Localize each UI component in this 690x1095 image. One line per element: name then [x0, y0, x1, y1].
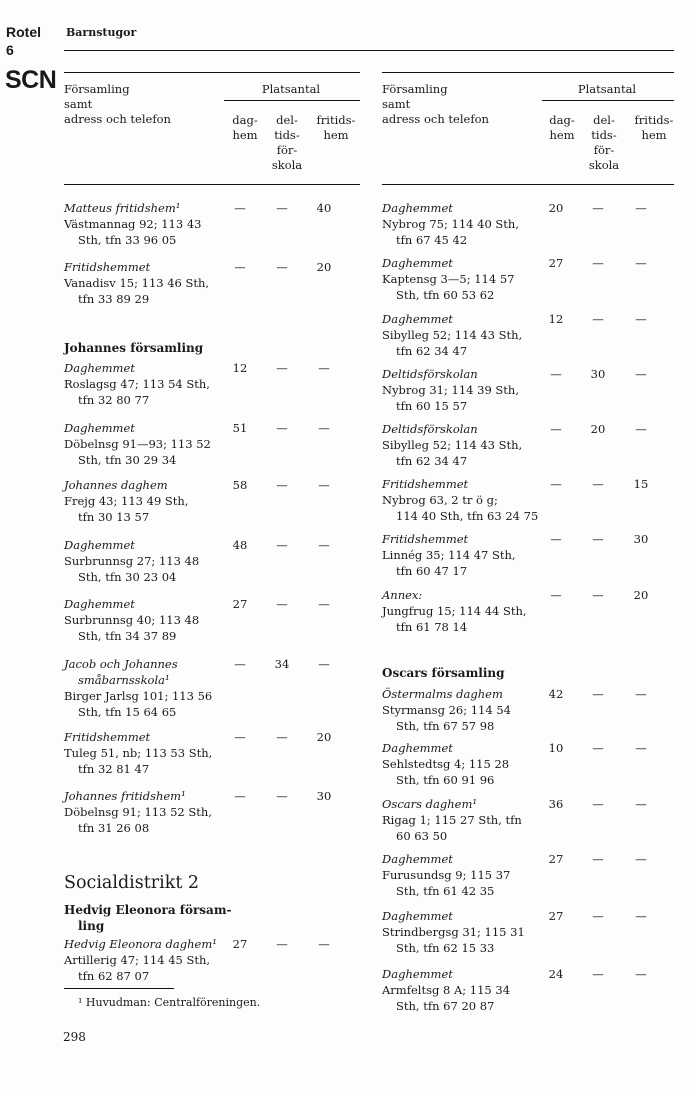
address-continuation: tfn 67 45 42 [396, 233, 468, 247]
col-label: adress och telefon [382, 112, 489, 126]
daghem-count: — [550, 367, 562, 381]
list-item [64, 788, 212, 836]
institution-name: Hedvig Eleonora daghem¹ [64, 937, 217, 951]
daghem-count: 36 [548, 797, 564, 811]
deltid-count: — [276, 361, 288, 375]
col-label: del- [276, 113, 298, 127]
daghem-count: 10 [548, 741, 564, 755]
address-line: Tuleg 51, nb; 113 53 Sth, [64, 746, 213, 760]
institution-name: Daghemmet [64, 597, 135, 611]
daghem-count: 27 [548, 256, 564, 270]
address-line: Sehlstedtsg 4; 115 28 [382, 757, 510, 771]
right-col-fritids [628, 113, 680, 143]
deltid-count: — [592, 312, 604, 326]
list-item [64, 596, 199, 644]
left-header-bottom-rule [64, 184, 360, 185]
right-platsantal-rule [542, 100, 674, 101]
col-label: del- [593, 113, 615, 127]
list-item [382, 908, 525, 956]
rotel-label: Rotel [6, 24, 41, 40]
institution-name: Fritidshemmet [382, 477, 469, 491]
institution-name: Daghemmet [64, 538, 135, 552]
daghem-count: — [550, 422, 562, 436]
address-line: Nybrog 63, 2 tr ö g; [382, 493, 498, 507]
deltid-count: — [276, 789, 288, 803]
col-label: Församling [64, 82, 130, 96]
address-continuation: Sth, tfn 15 64 65 [78, 705, 177, 719]
left-col-fritids [310, 113, 362, 143]
col-label: tids- [274, 128, 300, 142]
institution-name: Daghemmet [64, 421, 135, 435]
list-item [382, 311, 522, 359]
address-continuation: 60 63 50 [396, 829, 448, 843]
address-line: Styrmansg 26; 114 54 [382, 703, 511, 717]
col-label: för- [276, 143, 298, 157]
fritids-count: — [635, 852, 647, 866]
deltid-count: — [592, 201, 604, 215]
right-top-rule [382, 72, 674, 73]
daghem-count: — [234, 730, 246, 744]
institution-name: Östermalms daghem [382, 687, 503, 701]
daghem-count: — [550, 588, 562, 602]
col-label: fritids- [316, 113, 356, 127]
daghem-count: 12 [548, 312, 564, 326]
daghem-count: — [234, 789, 246, 803]
fritids-count: — [635, 741, 647, 755]
col-label: hem [549, 128, 575, 142]
deltid-count: — [592, 532, 604, 546]
daghem-count: 12 [232, 361, 248, 375]
fritids-count: — [318, 597, 330, 611]
institution-name: Daghemmet [382, 967, 453, 981]
list-item [382, 421, 522, 469]
address-line: Sibylleg 52; 114 43 Sth, [382, 328, 523, 342]
fritids-count: 40 [316, 201, 332, 215]
left-top-rule [64, 72, 360, 73]
col-label: skola [588, 158, 620, 172]
parish-heading-oscars: Oscars församling [382, 666, 505, 680]
address-continuation: Sth, tfn 34 37 89 [78, 629, 177, 643]
daghem-count: 27 [548, 909, 564, 923]
fritids-count: — [635, 909, 647, 923]
list-item [64, 360, 210, 408]
deltid-count: — [592, 477, 604, 491]
fritids-count: — [635, 256, 647, 270]
address-continuation: 114 40 Sth, tfn 63 24 75 [396, 509, 539, 523]
list-item [382, 796, 522, 844]
deltid-count: — [592, 588, 604, 602]
address-line: Linnég 35; 114 47 Sth, [382, 548, 516, 562]
institution-name: Daghemmet [382, 852, 453, 866]
list-item [64, 729, 212, 777]
institution-name: Fritidshemmet [382, 532, 469, 546]
address-continuation: tfn 32 80 77 [78, 393, 150, 407]
fritids-count: 15 [633, 477, 649, 491]
address-line: Sibylleg 52; 114 43 Sth, [382, 438, 523, 452]
daghem-count: 27 [232, 597, 248, 611]
institution-name: Jacob och Johannes [64, 657, 178, 671]
daghem-count: — [550, 532, 562, 546]
fritids-count: — [318, 657, 330, 671]
daghem-count: 58 [232, 478, 248, 492]
address-continuation: tfn 62 34 47 [396, 454, 468, 468]
institution-name: Annex: [382, 588, 423, 602]
list-item [382, 255, 514, 303]
col-label: hem [232, 128, 258, 142]
col-label: tids- [591, 128, 617, 142]
institution-name: Daghemmet [382, 312, 453, 326]
header-rule [64, 50, 674, 51]
footnote: ¹ Huvudman: Centralföreningen. [78, 996, 261, 1009]
fritids-count: — [635, 797, 647, 811]
left-col-daghem [226, 113, 264, 143]
left-col-deltid [266, 113, 308, 173]
right-header-bottom-rule [382, 184, 674, 185]
list-item [64, 200, 201, 248]
institution-name: Deltidsförskolan [382, 422, 478, 436]
deltid-count: — [592, 852, 604, 866]
right-col-daghem [543, 113, 581, 143]
address-line: Kaptensg 3—5; 114 57 [382, 272, 515, 286]
list-item [382, 366, 519, 414]
address-line: Strindbergsg 31; 115 31 [382, 925, 525, 939]
daghem-count: 27 [548, 852, 564, 866]
col-label: dag- [549, 113, 575, 127]
institution-name: Oscars daghem¹ [382, 797, 477, 811]
address-continuation: tfn 30 13 57 [78, 510, 150, 524]
daghem-count: 42 [548, 687, 564, 701]
left-col-forsamling [64, 82, 171, 127]
deltid-count: — [276, 937, 288, 951]
address-line: Rigag 1; 115 27 Sth, tfn [382, 813, 522, 827]
district-heading: Socialdistrikt 2 [64, 873, 200, 893]
daghem-count: 48 [232, 538, 248, 552]
address-line: Västmannag 92; 113 43 [64, 217, 202, 231]
col-label: för- [593, 143, 615, 157]
address-line: Armfeltsg 8 A; 115 34 [382, 983, 511, 997]
fritids-count: — [318, 421, 330, 435]
daghem-count: 27 [232, 937, 248, 951]
daghem-count: 20 [548, 201, 564, 215]
daghem-count: 24 [548, 967, 564, 981]
address-line: Döbelnsg 91—93; 113 52 [64, 437, 211, 451]
deltid-count: — [276, 260, 288, 274]
institution-name: Daghemmet [382, 201, 453, 215]
address-continuation: Sth, tfn 60 53 62 [396, 288, 495, 302]
deltid-count: — [592, 741, 604, 755]
daghem-count: — [234, 201, 246, 215]
list-item [382, 740, 509, 788]
fritids-count: 20 [316, 730, 332, 744]
parish-heading-line: ling [78, 919, 105, 933]
deltid-count: — [276, 538, 288, 552]
daghem-count: 51 [232, 421, 248, 435]
list-item [382, 587, 527, 635]
col-label: adress och telefon [64, 112, 171, 126]
address-line: Surbrunnsg 27; 113 48 [64, 554, 200, 568]
address-continuation: tfn 33 89 29 [78, 292, 150, 306]
institution-name: Daghemmet [382, 741, 453, 755]
address-line: Jungfrug 15; 114 44 Sth, [382, 604, 527, 618]
parish-heading-line: Hedvig Eleonora försam- [64, 903, 232, 917]
col-label: samt [382, 97, 411, 111]
address-continuation: Sth, tfn 67 20 87 [396, 999, 495, 1013]
parish-heading-johannes: Johannes församling [64, 341, 204, 355]
institution-name: Daghemmet [382, 909, 453, 923]
institution-name: Daghemmet [64, 361, 135, 375]
list-item [64, 477, 188, 525]
deltid-count: — [592, 797, 604, 811]
institution-name: Johannes fritidshem¹ [64, 789, 186, 803]
list-item [382, 476, 538, 524]
address-continuation: tfn 31 26 08 [78, 821, 150, 835]
address-line: Artillerig 47; 114 45 Sth, [64, 953, 211, 967]
address-line: Frejg 43; 113 49 Sth, [64, 494, 189, 508]
fritids-count: 20 [633, 588, 649, 602]
fritids-count: — [318, 478, 330, 492]
address-line: Roslagsg 47; 113 54 Sth, [64, 377, 210, 391]
page-header: Barnstugor [66, 26, 137, 39]
fritids-count: 30 [316, 789, 332, 803]
list-item [64, 420, 211, 468]
institution-name: Deltidsförskolan [382, 367, 478, 381]
col-label: hem [641, 128, 667, 142]
institution-name: Fritidshemmet [64, 260, 151, 274]
footnote-rule [64, 988, 174, 989]
col-label: fritids- [634, 113, 674, 127]
list-item [382, 966, 510, 1014]
address-line: Surbrunnsg 40; 113 48 [64, 613, 200, 627]
deltid-count: 34 [274, 657, 290, 671]
institution-name: Matteus fritidshem¹ [64, 201, 181, 215]
deltid-count: — [276, 730, 288, 744]
address-continuation: Sth, tfn 33 96 05 [78, 233, 177, 247]
deltid-count: — [592, 256, 604, 270]
address-continuation: Sth, tfn 30 23 04 [78, 570, 177, 584]
address-continuation: tfn 61 78 14 [396, 620, 468, 634]
address-line: Nybrog 31; 114 39 Sth, [382, 383, 519, 397]
scn-label: SCN [5, 66, 57, 94]
fritids-count: 20 [316, 260, 332, 274]
left-platsantal-rule [224, 100, 360, 101]
fritids-count: — [635, 687, 647, 701]
address-continuation: tfn 32 81 47 [78, 762, 150, 776]
daghem-count: — [234, 657, 246, 671]
right-col-platsantal: Platsantal [577, 82, 637, 96]
institution-name: Fritidshemmet [64, 730, 151, 744]
address-line: Döbelnsg 91; 113 52 Sth, [64, 805, 212, 819]
deltid-count: — [276, 421, 288, 435]
col-label: Församling [382, 82, 448, 96]
deltid-count: 20 [590, 422, 606, 436]
address-line: Vanadisv 15; 113 46 Sth, [64, 276, 210, 290]
fritids-count: — [635, 367, 647, 381]
deltid-count: — [592, 909, 604, 923]
list-item [382, 686, 511, 734]
col-label: samt [64, 97, 93, 111]
parish-heading-hedvig [64, 902, 232, 934]
address-continuation: Sth, tfn 30 29 34 [78, 453, 177, 467]
daghem-count: — [550, 477, 562, 491]
fritids-count: — [635, 312, 647, 326]
institution-name: Johannes daghem [64, 478, 168, 492]
address-line: Furusundsg 9; 115 37 [382, 868, 511, 882]
left-col-platsantal: Platsantal [261, 82, 321, 96]
address-continuation: tfn 60 47 17 [396, 564, 468, 578]
deltid-count: — [276, 201, 288, 215]
fritids-count: — [635, 422, 647, 436]
fritids-count: — [635, 967, 647, 981]
page-number: 298 [63, 1030, 86, 1044]
list-item [382, 851, 510, 899]
deltid-count: — [592, 967, 604, 981]
deltid-count: — [592, 687, 604, 701]
right-col-forsamling [382, 82, 489, 127]
address-continuation: Sth, tfn 62 15 33 [396, 941, 495, 955]
address-continuation: tfn 62 87 07 [78, 969, 150, 983]
fritids-count: — [635, 201, 647, 215]
address-continuation: Sth, tfn 60 91 96 [396, 773, 495, 787]
fritids-count: — [318, 361, 330, 375]
rotel-number: 6 [6, 42, 14, 58]
col-label: dag- [232, 113, 258, 127]
address-line: Birger Jarlsg 101; 113 56 [64, 689, 213, 703]
fritids-count: — [318, 937, 330, 951]
list-item [64, 656, 212, 720]
col-label: hem [323, 128, 349, 142]
fritids-count: 30 [633, 532, 649, 546]
address-continuation: Sth, tfn 67 57 98 [396, 719, 495, 733]
list-item [64, 537, 199, 585]
institution-name-cont: småbarnsskola¹ [78, 673, 170, 687]
institution-name: Daghemmet [382, 256, 453, 270]
list-item [382, 531, 516, 579]
deltid-count: 30 [590, 367, 606, 381]
right-col-deltid [583, 113, 625, 173]
deltid-count: — [276, 478, 288, 492]
list-item [382, 200, 519, 248]
address-continuation: Sth, tfn 61 42 35 [396, 884, 495, 898]
address-line: Nybrog 75; 114 40 Sth, [382, 217, 519, 231]
list-item [64, 259, 209, 307]
address-continuation: tfn 62 34 47 [396, 344, 468, 358]
col-label: skola [271, 158, 303, 172]
address-continuation: tfn 60 15 57 [396, 399, 468, 413]
deltid-count: — [276, 597, 288, 611]
list-item [64, 936, 217, 984]
fritids-count: — [318, 538, 330, 552]
daghem-count: — [234, 260, 246, 274]
